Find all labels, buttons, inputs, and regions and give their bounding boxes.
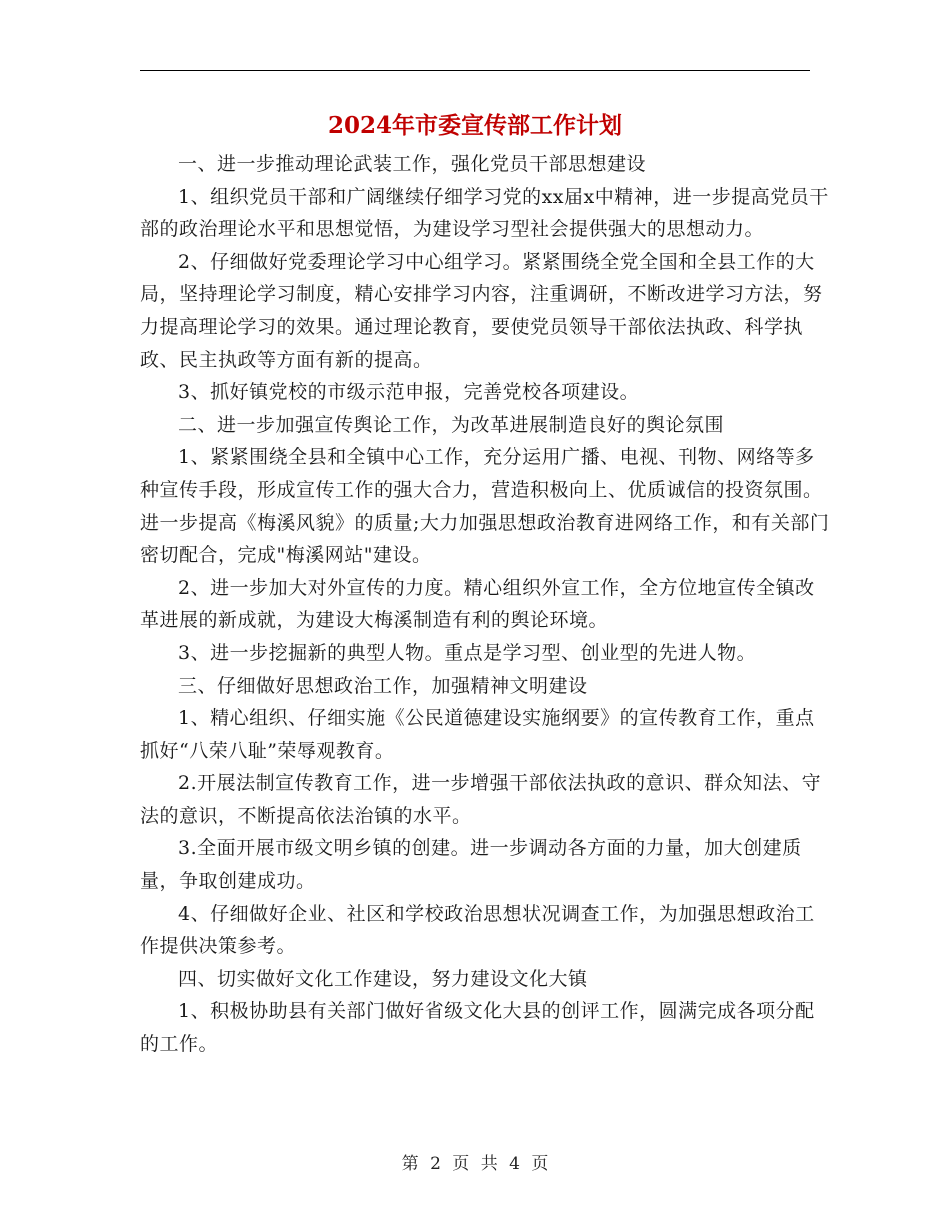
document-title: 2024年市委宣传部工作计划 <box>327 112 622 139</box>
paragraph: 1、组织党员干部和广阔继续仔细学习党的xx届x中精神，进一步提高党员干部的政治理论水平和思想觉悟，为建设学习型社会提供强大的思想动力。 <box>140 185 829 241</box>
page-footer: 第 2 页 共 4 页 <box>401 1154 549 1174</box>
paragraph: 3.全面开展市级文明乡镇的创建。进一步调动各方面的力量，加大创建质量，争取创建成功。 <box>140 837 802 893</box>
document-body <box>140 148 830 1061</box>
paragraph: 2、进一步加大对外宣传的力度。精心组织外宣工作，全方位地宣传全镇改革进展的新成就，为建设大梅溪制造有利的舆论环境。 <box>140 576 815 632</box>
paragraph: 1、精心组织、仔细实施《公民道德建设实施纲要》的宣传教育工作，重点抓好“八荣八耻”荣辱观教育。 <box>140 707 815 762</box>
section-heading: 一、进一步推动理论武装工作，强化党员干部思想建设 <box>178 153 647 175</box>
paragraph: 2.开展法制宣传教育工作，进一步增强干部依法执政的意识、群众知法、守法的意识，不断提高依法治镇的水平。 <box>140 772 822 827</box>
paragraph: 4、仔细做好企业、社区和学校政治思想状况调查工作，为加强思想政治工作提供决策参考。 <box>140 902 815 958</box>
section-heading: 四、切实做好文化工作建设，努力建设文化大镇 <box>178 967 588 990</box>
paragraph: 3、进一步挖掘新的典型人物。重点是学习型、创业型的先进人物。 <box>178 641 757 664</box>
header-rule <box>140 70 810 71</box>
paragraph: 1、积极协助县有关部门做好省级文化大县的创评工作，圆满完成各项分配的工作。 <box>140 1000 815 1056</box>
section-heading: 三、仔细做好思想政治工作，加强精神文明建设 <box>178 674 588 697</box>
paragraph: 1、紧紧围绕全县和全镇中心工作，充分运用广播、电视、刊物、网络等多种宣传手段，形成宣传工作的强大合力，营造积极向上、优质诚信的投资氛围。进一步提高《梅溪风貌》的质量;大力加强思想政治教育进网络工作，和有关部门密切配合，完成"梅溪网站"建设。 <box>140 446 830 567</box>
section-heading: 二、进一步加强宣传舆论工作，为改革进展制造良好的舆论氛围 <box>178 413 725 436</box>
paragraph: 3、抓好镇党校的市级示范申报，完善党校各项建设。 <box>178 381 640 404</box>
paragraph: 2、仔细做好党委理论学习中心组学习。紧紧围绕全党全国和全县工作的大局，坚持理论学习制度，精心安排学习内容，注重调研，不断改进学习方法，努力提高理论学习的效果。通过理论教育，要使党员领导干部依法执政、科学执政、民主执政等方面有新的提高。 <box>140 250 823 371</box>
